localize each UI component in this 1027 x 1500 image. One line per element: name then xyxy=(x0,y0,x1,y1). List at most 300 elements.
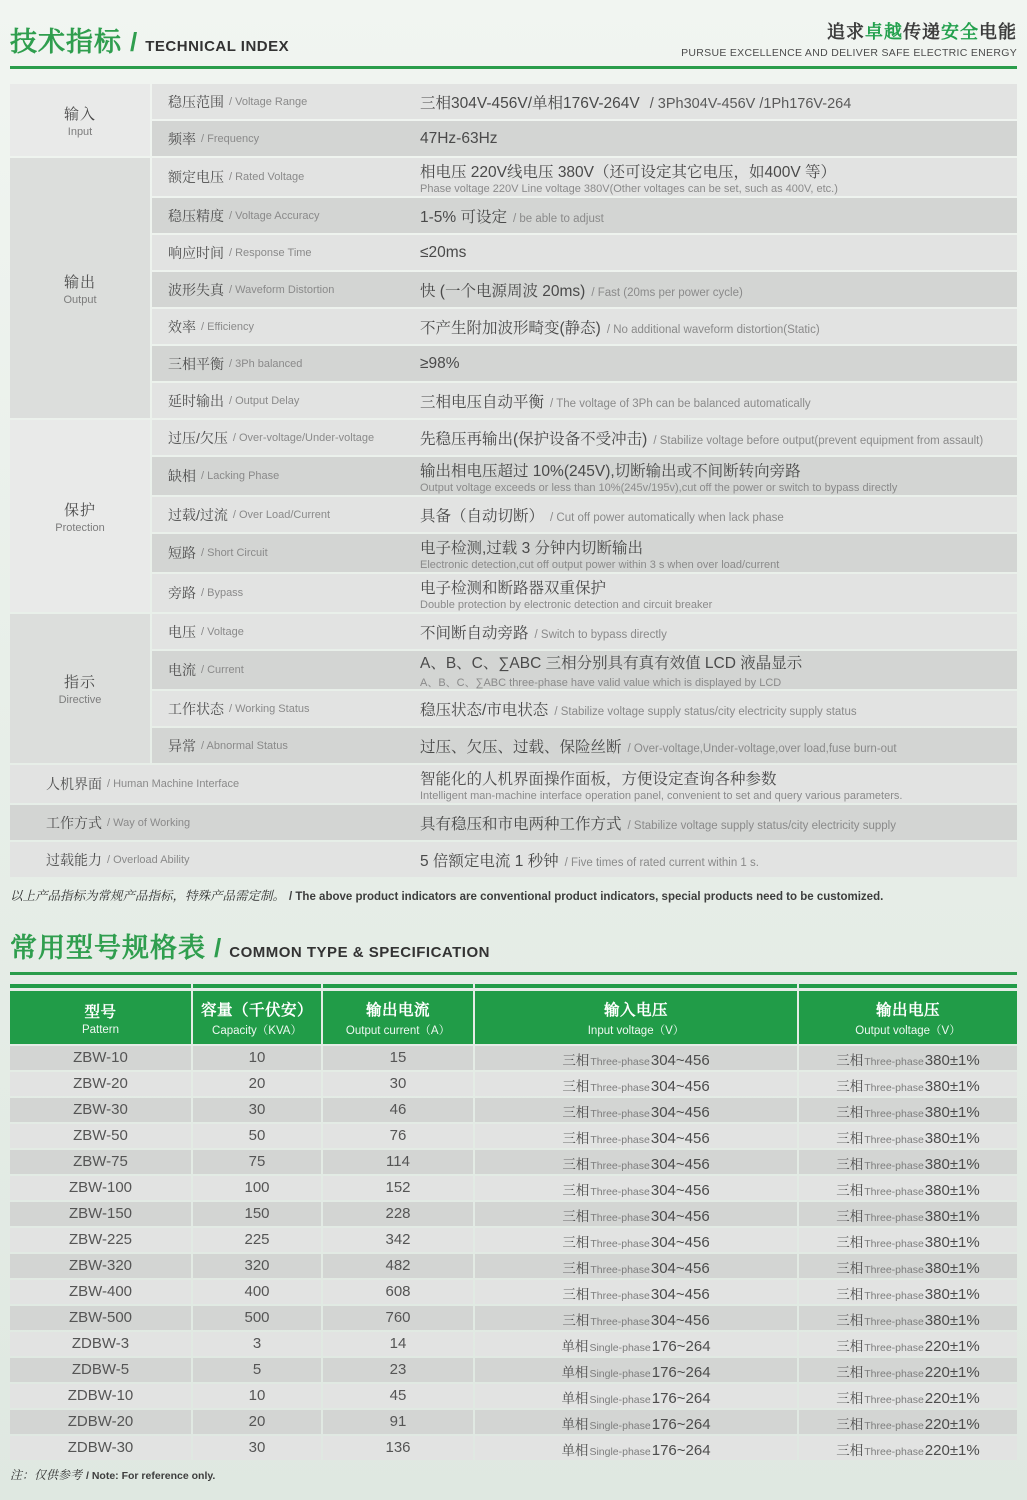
tech-row-value xyxy=(402,235,1017,270)
tech-row-label xyxy=(152,574,400,612)
phase-en: Three-phase xyxy=(590,1212,650,1224)
spec-cell-model: ZBW-100 xyxy=(10,1176,191,1200)
spec-cell-current: 342 xyxy=(323,1228,473,1252)
spec-cell-input-voltage xyxy=(475,1254,797,1278)
spec-cell-input-voltage xyxy=(475,1150,797,1174)
tech-value-en: / Fast (20ms per power cycle) xyxy=(591,286,743,299)
phase-en: Three-phase xyxy=(864,1368,924,1380)
tech-value-cn: 电子检测和断路器双重保护 xyxy=(420,579,607,597)
spec-header-cn: 输出电压 xyxy=(875,1001,940,1019)
section-title-technical-index xyxy=(10,20,289,59)
phase-cn: 单相 xyxy=(561,1391,589,1406)
voltage-value: 304~456 xyxy=(650,1156,710,1173)
tech-value-en: / Stabilize voltage supply status/city electricity supply xyxy=(627,819,896,832)
technical-table-note xyxy=(10,886,1017,904)
tech-row-value xyxy=(402,272,1017,307)
spec-table xyxy=(10,984,1017,1460)
phase-cn: 三相 xyxy=(836,1157,864,1172)
phase-en: Single-phase xyxy=(589,1342,651,1354)
tech-value-en: / Five times of rated current within 1 s. xyxy=(564,856,759,869)
tech-group-cell xyxy=(10,84,150,156)
tech-row-label xyxy=(152,235,400,270)
phase-cn: 三相 xyxy=(562,1053,590,1068)
spec-cell-current: 136 xyxy=(323,1436,473,1460)
tech-value-cn: 三相电压自动平衡 xyxy=(420,393,545,411)
tech-row xyxy=(152,497,1017,532)
phase-en: Three-phase xyxy=(864,1238,924,1250)
tech-label-cn: 电流 xyxy=(168,662,196,678)
tech-label-en: / Current xyxy=(201,664,244,676)
phase-en: Three-phase xyxy=(864,1160,924,1172)
spec-cell-current: 482 xyxy=(323,1254,473,1278)
spec-cell-current: 15 xyxy=(323,1046,473,1070)
spec-cell-output-voltage xyxy=(799,1124,1017,1148)
tech-row xyxy=(152,383,1017,418)
tech-label-cn: 电压 xyxy=(168,623,196,640)
voltage-value: 304~456 xyxy=(650,1052,710,1069)
tech-value-en: / Over-voltage,Under-voltage,over load,fuse burn-out xyxy=(627,742,897,755)
tech-label-en: / Abnormal Status xyxy=(201,739,288,752)
phase-en: Three-phase xyxy=(590,1238,650,1250)
spec-header-cap xyxy=(323,984,473,988)
voltage-value: 304~456 xyxy=(650,1104,710,1121)
tech-value-line xyxy=(420,735,1011,757)
tech-row-label xyxy=(152,457,400,495)
tech-label-cn: 响应时间 xyxy=(168,244,224,261)
phase-en: Three-phase xyxy=(864,1290,924,1302)
tech-label-cn: 异常 xyxy=(168,737,196,754)
tech-value-cn: 先稳压再输出(保护设备不受冲击) xyxy=(420,430,648,448)
phase-cn: 单相 xyxy=(561,1443,589,1458)
tech-group-cn: 指示 xyxy=(63,674,96,691)
section-title-en: COMMON TYPE & SPECIFICATION xyxy=(229,944,490,961)
spec-cell-output-voltage xyxy=(799,1228,1017,1252)
spec-header-en: Output current（A） xyxy=(345,1024,451,1037)
voltage-value: 304~456 xyxy=(650,1078,710,1095)
phase-en: Three-phase xyxy=(864,1316,924,1328)
phase-en: Single-phase xyxy=(589,1368,651,1380)
spec-cell-current: 30 xyxy=(323,1072,473,1096)
page-header xyxy=(10,10,1017,59)
phase-en: Three-phase xyxy=(864,1342,924,1354)
tech-row-label xyxy=(152,84,400,119)
tech-group-rows xyxy=(152,420,1017,612)
tech-group-cn: 输入 xyxy=(63,105,96,123)
voltage-value: 176~264 xyxy=(651,1338,711,1355)
tech-value-line xyxy=(420,459,1011,481)
footer-note-en: / Note: For reference only. xyxy=(86,1470,216,1482)
tech-label-cn: 频率 xyxy=(168,130,196,147)
tech-row-value xyxy=(402,651,1017,689)
phase-en: Three-phase xyxy=(590,1108,650,1120)
phase-en: Single-phase xyxy=(589,1420,651,1432)
spec-header-en: Input voltage（V） xyxy=(587,1024,685,1037)
tech-row-value xyxy=(402,765,1017,803)
phase-en: Three-phase xyxy=(590,1290,650,1302)
tech-label-en: / Voltage Accuracy xyxy=(229,209,320,222)
voltage-value: 380±1% xyxy=(924,1156,980,1173)
spec-cell-output-voltage xyxy=(799,1202,1017,1226)
tech-value-line xyxy=(420,576,1011,598)
tech-group-rows xyxy=(152,614,1017,763)
spec-header-cell xyxy=(323,984,473,1044)
spec-header-cell xyxy=(193,984,321,1044)
spec-cell-output-voltage xyxy=(799,1046,1017,1070)
phase-cn: 三相 xyxy=(836,1105,864,1120)
voltage-value: 220±1% xyxy=(924,1416,980,1433)
tech-row-label xyxy=(152,614,400,649)
tech-group-en: Input xyxy=(67,125,93,138)
page xyxy=(10,0,1017,1483)
spec-cell-model: ZBW-320 xyxy=(10,1254,191,1278)
spec-header-cn: 输入电压 xyxy=(603,1001,668,1019)
tech-value-cn: 5 倍额定电流 1 秒钟 xyxy=(420,852,559,870)
tech-group-cell xyxy=(10,614,150,763)
spec-cell-output-voltage xyxy=(799,1384,1017,1408)
tech-row xyxy=(152,309,1017,344)
tech-value-en: / Cut off power automatically when lack phase xyxy=(550,511,784,524)
tech-row xyxy=(152,272,1017,307)
spec-header-en: Capacity（KVA） xyxy=(212,1024,302,1037)
spec-cell-current: 114 xyxy=(323,1150,473,1174)
spec-cell-capacity: 20 xyxy=(193,1072,321,1096)
tech-label-en: / Over Load/Current xyxy=(232,508,331,521)
spec-cell-output-voltage xyxy=(799,1306,1017,1330)
spec-cell-model: ZBW-50 xyxy=(10,1124,191,1148)
tech-value-en: / The voltage of 3Ph can be balanced automatically xyxy=(550,397,811,410)
tech-row-label xyxy=(10,765,400,803)
tech-label-cn: 人机界面 xyxy=(46,776,102,792)
tech-label-cn: 波形失真 xyxy=(168,281,224,298)
spec-header-cn: 容量（千伏安） xyxy=(200,1001,313,1019)
tech-row xyxy=(152,651,1017,689)
tech-value-line xyxy=(420,536,1011,558)
spec-header-cell xyxy=(475,984,797,1044)
footer-note-cn: 注：仅供参考 xyxy=(10,1468,83,1482)
tech-label-en: / Response Time xyxy=(229,246,312,259)
tech-label-en: / Efficiency xyxy=(201,320,254,333)
tech-label-en: / Output Delay xyxy=(229,394,300,407)
tech-group-cell xyxy=(10,158,150,418)
tech-label-cn: 效率 xyxy=(168,318,196,335)
spec-header-cn: 型号 xyxy=(84,1003,117,1021)
spec-cell-capacity: 100 xyxy=(193,1176,321,1200)
spec-header-cap xyxy=(475,984,797,988)
voltage-value: 380±1% xyxy=(924,1208,980,1225)
tech-value-en-sub: Intelligent man-machine interface operation panel, convenient to set and query various parameters. xyxy=(420,789,903,802)
phase-cn: 单相 xyxy=(561,1365,589,1380)
voltage-value: 380±1% xyxy=(924,1130,980,1147)
spec-cell-current: 45 xyxy=(323,1384,473,1408)
tech-row xyxy=(10,805,1017,840)
tech-label-en: / Rated Voltage xyxy=(229,171,305,183)
voltage-value: 304~456 xyxy=(650,1208,710,1225)
spec-cell-output-voltage xyxy=(799,1280,1017,1304)
spec-cell-model: ZDBW-3 xyxy=(10,1332,191,1356)
phase-cn: 三相 xyxy=(562,1183,590,1198)
tech-label-en: / Voltage Range xyxy=(229,95,308,108)
voltage-value: 304~456 xyxy=(650,1312,710,1329)
tech-row-label xyxy=(10,842,400,877)
tech-value-cn: 电子检测,过载 3 分钟内切断输出 xyxy=(420,539,644,557)
tech-label-cn: 稳压精度 xyxy=(168,207,224,224)
tech-group-en: Directive xyxy=(58,694,102,706)
spec-cell-capacity: 5 xyxy=(193,1358,321,1382)
tech-value-en: / Stabilize voltage supply status/city electricity supply status xyxy=(554,705,857,718)
tech-value-en-sub: Phase voltage 220V Line voltage 380V(Other voltages can be set, such as 400V, etc.) xyxy=(420,182,838,195)
phase-cn: 三相 xyxy=(836,1053,864,1068)
phase-en: Three-phase xyxy=(590,1160,650,1172)
tech-row-label xyxy=(152,198,400,233)
spec-cell-input-voltage xyxy=(475,1436,797,1460)
spec-cell-model: ZBW-500 xyxy=(10,1306,191,1330)
tech-value-en: / 3Ph304V-456V /1Ph176V-264 xyxy=(649,95,852,112)
tech-value-en: / be able to adjust xyxy=(513,212,604,225)
tech-label-cn: 稳压范围 xyxy=(168,93,224,110)
note-cn: 以上产品指标为常规产品指标，特殊产品需定制。 xyxy=(10,889,286,903)
phase-cn: 三相 xyxy=(562,1157,590,1172)
tech-value-cn: 稳压状态/市电状态 xyxy=(420,701,549,719)
voltage-value: 304~456 xyxy=(650,1260,710,1277)
spec-cell-output-voltage xyxy=(799,1176,1017,1200)
tech-row xyxy=(152,574,1017,612)
section-title-common-type xyxy=(10,926,1017,965)
voltage-value: 220±1% xyxy=(924,1338,980,1355)
spec-cell-current: 46 xyxy=(323,1098,473,1122)
phase-cn: 三相 xyxy=(836,1261,864,1276)
tech-value-cn: 47Hz-63Hz xyxy=(420,129,498,147)
tech-label-cn: 三相平衡 xyxy=(168,355,224,372)
tech-row-label xyxy=(152,534,400,572)
tech-value-en: / Stabilize voltage before output(prevent equipment from assault) xyxy=(653,434,984,447)
tech-row-label xyxy=(152,728,400,763)
phase-cn: 三相 xyxy=(836,1209,864,1224)
tech-value-line xyxy=(420,160,1011,182)
spec-cell-output-voltage xyxy=(799,1436,1017,1460)
tech-value-line xyxy=(420,130,1011,148)
spec-cell-capacity: 20 xyxy=(193,1410,321,1434)
phase-en: Three-phase xyxy=(864,1446,924,1458)
spec-cell-input-voltage xyxy=(475,1280,797,1304)
phase-cn: 三相 xyxy=(836,1079,864,1094)
spec-cell-output-voltage xyxy=(799,1410,1017,1434)
spec-cell-capacity: 10 xyxy=(193,1046,321,1070)
spec-header-cap xyxy=(799,984,1017,988)
spec-cell-current: 91 xyxy=(323,1410,473,1434)
phase-cn: 三相 xyxy=(836,1235,864,1250)
phase-en: Three-phase xyxy=(864,1264,924,1276)
tech-value-line xyxy=(420,767,1011,789)
tech-row xyxy=(152,158,1017,196)
tech-value-cn: 1-5% 可设定 xyxy=(420,208,507,226)
spec-cell-model: ZBW-10 xyxy=(10,1046,191,1070)
tech-value-cn: 相电压 220V线电压 380V（还可设定其它电压，如400V 等） xyxy=(420,163,837,181)
tech-group-rows xyxy=(152,84,1017,156)
tech-row-value xyxy=(402,842,1017,877)
tech-group-cn: 保护 xyxy=(63,501,96,519)
tech-row-label xyxy=(152,158,400,196)
tech-row-value xyxy=(402,691,1017,726)
tech-label-cn: 短路 xyxy=(168,545,196,561)
tech-row-value xyxy=(402,457,1017,495)
phase-cn: 三相 xyxy=(836,1443,864,1458)
tech-row-label xyxy=(152,383,400,418)
phase-en: Three-phase xyxy=(590,1056,650,1068)
phase-en: Three-phase xyxy=(864,1420,924,1432)
phase-cn: 三相 xyxy=(836,1417,864,1432)
spec-header-cell xyxy=(10,984,191,1044)
spec-cell-current: 608 xyxy=(323,1280,473,1304)
tech-label-cn: 过载能力 xyxy=(46,851,102,868)
phase-cn: 三相 xyxy=(562,1209,590,1224)
tech-row xyxy=(152,691,1017,726)
tech-group-cn: 输出 xyxy=(63,273,96,291)
spec-cell-capacity: 50 xyxy=(193,1124,321,1148)
tech-row xyxy=(152,198,1017,233)
tech-group-cell xyxy=(10,420,150,612)
spec-cell-model: ZBW-225 xyxy=(10,1228,191,1252)
spec-header-box xyxy=(799,991,1017,1044)
tech-label-en: / Frequency xyxy=(201,132,260,145)
tech-value-line xyxy=(420,621,1011,643)
voltage-value: 304~456 xyxy=(650,1234,710,1251)
tech-group xyxy=(10,84,1017,156)
tech-row xyxy=(10,765,1017,803)
spec-cell-input-voltage xyxy=(475,1410,797,1434)
spec-cell-input-voltage xyxy=(475,1358,797,1382)
spec-header-en: Pattern xyxy=(81,1023,120,1036)
tech-group xyxy=(10,158,1017,418)
footer-note xyxy=(10,1466,1017,1483)
tech-row-value xyxy=(402,346,1017,381)
phase-cn: 三相 xyxy=(562,1079,590,1094)
slogan-highlight-text: 安全 xyxy=(941,22,979,42)
slogan-en: PURSUE EXCELLENCE AND DELIVER SAFE ELECTRIC ENERGY xyxy=(681,47,1017,59)
phase-cn: 三相 xyxy=(836,1287,864,1302)
tech-value-en-sub: Electronic detection,cut off output power within 3 s when over load/current xyxy=(420,558,780,571)
tech-value-en-sub: A、B、C、∑ABC three-phase have valid value which is displayed by LCD xyxy=(420,676,782,689)
spec-cell-capacity: 30 xyxy=(193,1436,321,1460)
tech-row-label xyxy=(152,691,400,726)
spec-cell-input-voltage xyxy=(475,1332,797,1356)
voltage-value: 380±1% xyxy=(924,1104,980,1121)
phase-en: Three-phase xyxy=(864,1394,924,1406)
voltage-value: 380±1% xyxy=(924,1260,980,1277)
tech-label-en: / Short Circuit xyxy=(201,547,268,559)
spec-cell-input-voltage xyxy=(475,1124,797,1148)
voltage-value: 220±1% xyxy=(924,1364,980,1381)
spec-cell-output-voltage xyxy=(799,1072,1017,1096)
section-title-en: TECHNICAL INDEX xyxy=(145,38,290,55)
tech-label-cn: 额定电压 xyxy=(168,169,224,185)
tech-label-en: / Lacking Phase xyxy=(201,470,280,482)
voltage-value: 220±1% xyxy=(924,1390,980,1407)
phase-cn: 三相 xyxy=(562,1105,590,1120)
tech-value-line xyxy=(420,390,1011,412)
tech-label-en: / 3Ph balanced xyxy=(229,357,303,370)
spec-cell-capacity: 30 xyxy=(193,1098,321,1122)
tech-row xyxy=(152,614,1017,649)
voltage-value: 380±1% xyxy=(924,1312,980,1329)
phase-en: Three-phase xyxy=(864,1212,924,1224)
section-divider-line xyxy=(10,66,1017,69)
tech-value-cn: 不间断自动旁路 xyxy=(420,624,529,642)
spec-cell-capacity: 400 xyxy=(193,1280,321,1304)
tech-row-value xyxy=(402,614,1017,649)
spec-cell-output-voltage xyxy=(799,1332,1017,1356)
phase-cn: 三相 xyxy=(562,1313,590,1328)
spec-header-cn: 输出电流 xyxy=(365,1001,430,1019)
tech-row-value xyxy=(402,309,1017,344)
phase-en: Three-phase xyxy=(590,1264,650,1276)
voltage-value: 380±1% xyxy=(924,1286,980,1303)
phase-en: Three-phase xyxy=(590,1134,650,1146)
slogan-text: 电能 xyxy=(979,22,1017,42)
spec-cell-capacity: 10 xyxy=(193,1384,321,1408)
tech-value-line xyxy=(420,91,1011,113)
tech-value-line xyxy=(420,427,1011,449)
spec-cell-model: ZDBW-5 xyxy=(10,1358,191,1382)
spec-cell-current: 152 xyxy=(323,1176,473,1200)
spec-cell-model: ZBW-30 xyxy=(10,1098,191,1122)
tech-value-cn: A、B、C、∑ABC 三相分别具有真有效值 LCD 液晶显示 xyxy=(420,654,803,672)
tech-label-cn: 旁路 xyxy=(168,585,196,601)
tech-row-value xyxy=(402,574,1017,612)
title-slash: / xyxy=(130,27,138,57)
phase-en: Three-phase xyxy=(864,1056,924,1068)
phase-cn: 三相 xyxy=(562,1131,590,1146)
tech-value-cn: 智能化的人机界面操作面板，方便设定查询各种参数 xyxy=(420,770,777,788)
phase-en: Single-phase xyxy=(589,1446,651,1458)
spec-cell-capacity: 225 xyxy=(193,1228,321,1252)
tech-row xyxy=(152,235,1017,270)
tech-row-value xyxy=(402,805,1017,840)
tech-row xyxy=(152,457,1017,495)
tech-row-value xyxy=(402,534,1017,572)
phase-cn: 单相 xyxy=(561,1339,589,1354)
spec-cell-input-voltage xyxy=(475,1176,797,1200)
tech-value-line xyxy=(420,355,1011,373)
phase-cn: 三相 xyxy=(836,1183,864,1198)
tech-label-en: / Way of Working xyxy=(107,816,191,829)
tech-row xyxy=(152,84,1017,119)
tech-row xyxy=(10,842,1017,877)
tech-label-en: / Over-voltage/Under-voltage xyxy=(232,431,375,444)
tech-row-value xyxy=(402,497,1017,532)
spec-cell-capacity: 75 xyxy=(193,1150,321,1174)
spec-cell-capacity: 3 xyxy=(193,1332,321,1356)
slogan-text: 追求 xyxy=(827,22,865,42)
spec-cell-capacity: 500 xyxy=(193,1306,321,1330)
tech-value-en-sub: Double protection by electronic detection and circuit breaker xyxy=(420,598,713,611)
tech-row-label xyxy=(152,420,400,455)
technical-index-table xyxy=(10,84,1017,877)
tech-label-cn: 工作方式 xyxy=(46,814,102,831)
spec-cell-output-voltage xyxy=(799,1254,1017,1278)
spec-cell-model: ZDBW-10 xyxy=(10,1384,191,1408)
spec-cell-model: ZBW-20 xyxy=(10,1072,191,1096)
tech-row-label xyxy=(152,121,400,156)
phase-cn: 单相 xyxy=(561,1417,589,1432)
tech-row xyxy=(152,121,1017,156)
tech-value-en-sub: Output voltage exceeds or less than 10%(245v/195v),cut off the power or switch to bypass directly xyxy=(420,481,898,494)
spec-cell-input-voltage xyxy=(475,1384,797,1408)
slogan-text: 传递 xyxy=(903,22,941,42)
spec-cell-input-voltage xyxy=(475,1228,797,1252)
tech-label-cn: 过载/过流 xyxy=(168,506,228,523)
voltage-value: 380±1% xyxy=(924,1052,980,1069)
tech-row-label xyxy=(152,346,400,381)
